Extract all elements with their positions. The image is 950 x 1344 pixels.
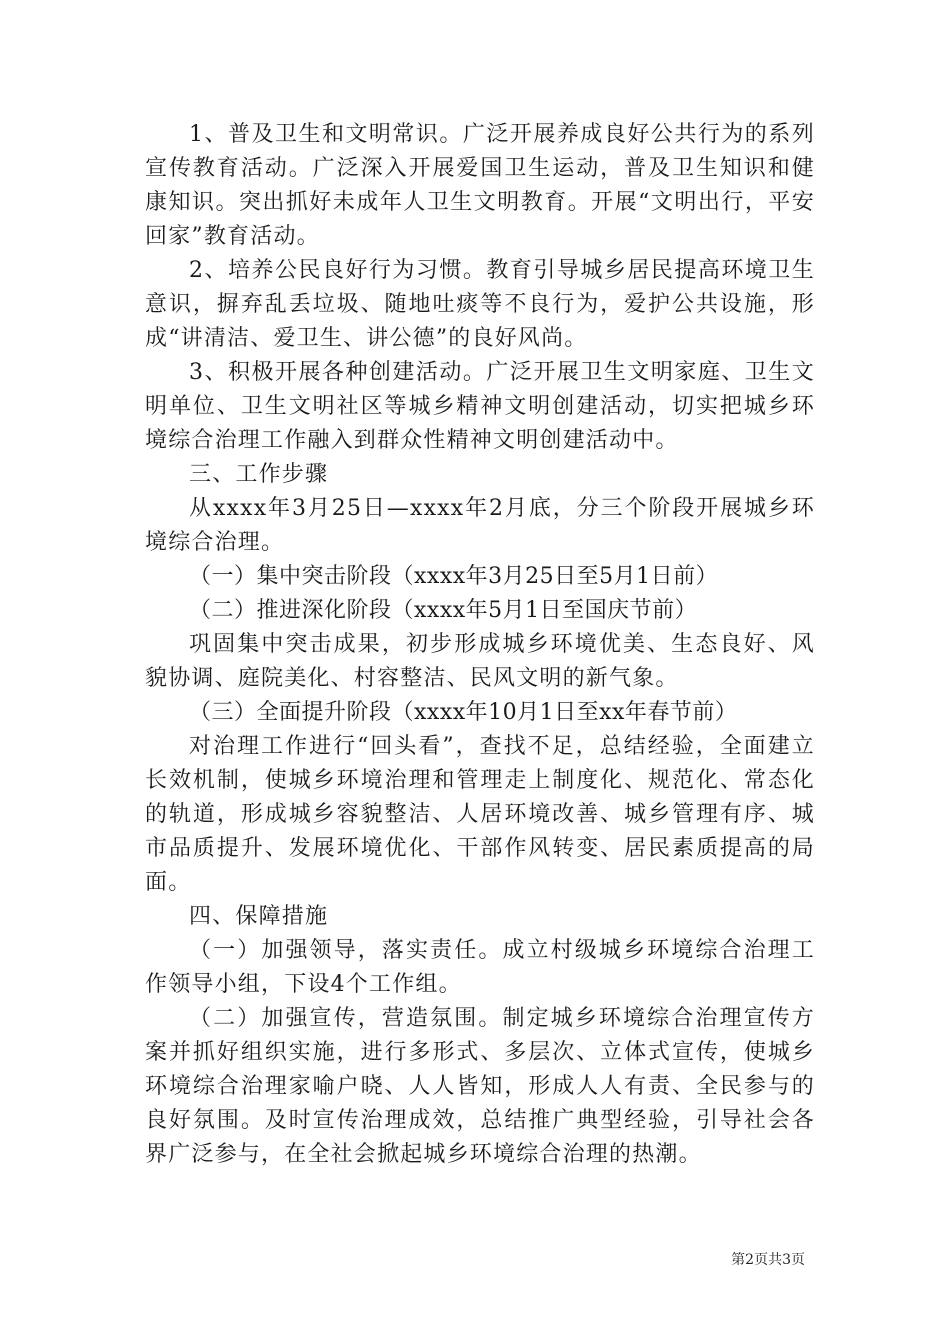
paragraph-civic-habits: 2、培养公民良好行为习惯。教育引导城乡居民提高环境卫生意识，摒弃乱丢垃圾、随地吐痰等不良行为，爱护公共设施，形成“讲清洁、爱卫生、讲公德”的良好风尚。 (145, 258, 815, 351)
stage-heading-improvement: （三）全面提升阶段（xxxx年10月1日至xx年春节前） (189, 700, 738, 725)
paragraph-consolidate-results: 巩固集中突击成果，初步形成城乡环境优美、生态良好、风貌协调、庭院美化、村容整洁、民风文明的新气象。 (145, 632, 815, 691)
document-body (145, 118, 815, 1172)
section-heading-safeguards: 四、保障措施 (189, 904, 329, 929)
paragraph-schedule-overview: 从xxxx年3月25日—xxxx年2月底，分三个阶段开展城乡环境综合治理。 (145, 496, 815, 555)
page-number: 第2页共3页 (731, 1252, 805, 1268)
paragraph-leadership: （一）加强领导，落实责任。成立村级城乡环境综合治理工作领导小组，下设4个工作组。 (145, 938, 815, 997)
paragraph-review: 对治理工作进行“回头看”，查找不足，总结经验，全面建立长效机制，使城乡环境治理和管理走上制度化、规范化、常态化的轨道，形成城乡容貌整洁、人居环境改善、城乡管理有序、城市品质提升、发展环境优化、干部作风转变、居民素质提高的局面。 (145, 734, 815, 895)
stage-heading-intensive: （一）集中突击阶段（xxxx年3月25日至5月1日前） (189, 564, 719, 589)
paragraph-hygiene-knowledge: 1、普及卫生和文明常识。广泛开展养成良好公共行为的系列宣传教育活动。广泛深入开展爱国卫生运动，普及卫生知识和健康知识。突出抓好未成年人卫生文明教育。开展“文明出行，平安回家”教育活动。 (145, 122, 815, 249)
paragraph-publicity: （二）加强宣传，营造氛围。制定城乡环境综合治理宣传方案并抓好组织实施，进行多形式、多层次、立体式宣传，使城乡环境综合治理家喻户晓、人人皆知，形成人人有责、全民参与的良好氛围。及时宣传治理成效，总结推广典型经验，引导社会各界广泛参与，在全社会掀起城乡环境综合治理的热潮。 (145, 1006, 815, 1167)
stage-heading-deepening: （二）推进深化阶段（xxxx年5月1日至国庆节前） (189, 598, 698, 623)
section-heading-work-steps: 三、工作步骤 (189, 462, 329, 487)
paragraph-creation-activities: 3、积极开展各种创建活动。广泛开展卫生文明家庭、卫生文明单位、卫生文明社区等城乡精神文明创建活动，切实把城乡环境综合治理工作融入到群众性精神文明创建活动中。 (145, 360, 815, 453)
